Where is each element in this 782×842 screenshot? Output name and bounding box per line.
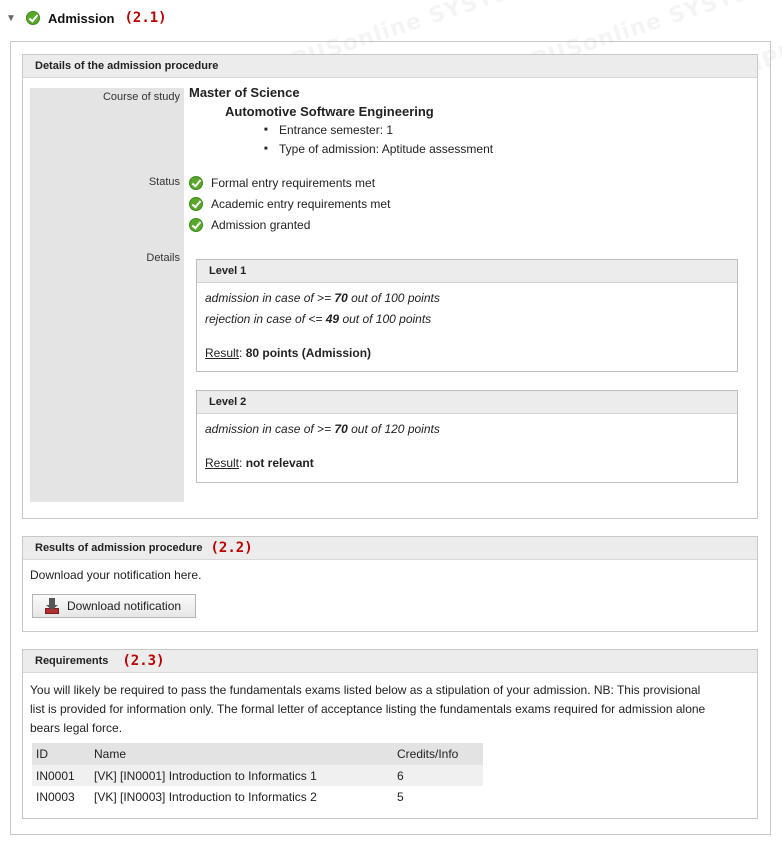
level-result: Result: not relevant — [205, 456, 314, 470]
details-label: Details — [146, 252, 180, 264]
rejection-rule: rejection in case of <= 49 out of 100 points — [205, 312, 432, 326]
results-heading: Results of admission procedure (2.2) — [23, 537, 757, 560]
details-panel — [22, 54, 758, 519]
requirements-heading: Requirements (2.3) — [23, 650, 757, 673]
status-item: Admission granted — [189, 218, 310, 232]
status-item: Academic entry requirements met — [189, 197, 390, 211]
admission-rule: admission in case of >= 70 out of 100 points — [205, 291, 440, 305]
check-circle-icon — [26, 11, 40, 25]
degree-text: Master of Science — [189, 85, 300, 100]
annotation-label: (2.3) — [122, 653, 165, 669]
table-row: IN0003 [VK] [IN0003] Introduction to Informatics 2 5 — [36, 789, 404, 804]
download-notification-button[interactable]: Download notification — [32, 594, 196, 618]
column-header-name: Name — [90, 743, 393, 765]
details-heading: Details of the admission procedure — [23, 55, 757, 78]
course-label: Course of study — [102, 91, 180, 103]
requirements-panel — [22, 649, 758, 819]
admission-rule: admission in case of >= 70 out of 120 points — [205, 422, 440, 436]
column-header-id: ID — [32, 743, 90, 765]
requirements-table — [32, 743, 483, 807]
download-hint: Download your notification here. — [30, 568, 202, 582]
admission-section-header[interactable] — [6, 6, 167, 30]
status-item: Formal entry requirements met — [189, 176, 375, 190]
annotation-label: (2.1) — [124, 10, 167, 26]
check-circle-icon — [189, 218, 203, 232]
requirements-text: You will likely be required to pass the fundamentals exams listed below as a stipulation of your admission. NB: This provisional list is provided for information only. The formal letter of acceptance listing the fundamentals exams required for admission alone bears legal force. — [30, 683, 706, 735]
download-icon — [44, 598, 60, 614]
section-title: Admission — [48, 10, 115, 26]
collapse-triangle-icon[interactable]: ▼ — [6, 12, 16, 24]
level-2-panel — [196, 390, 738, 483]
level-result: Result: 80 points (Admission) — [205, 346, 372, 360]
level-title: Level 2 — [197, 391, 737, 414]
column-header-credits: Credits/Info — [393, 743, 483, 765]
level-title: Level 1 — [197, 260, 737, 283]
results-panel — [22, 536, 758, 632]
annotation-label: (2.2) — [210, 540, 253, 556]
check-circle-icon — [189, 176, 203, 190]
entrance-semester: ■ Entrance semester: 1 — [279, 123, 393, 137]
program-text: Automotive Software Engineering — [225, 104, 434, 119]
admission-type: ■ Type of admission: Aptitude assessment — [279, 142, 493, 156]
check-circle-icon — [189, 197, 203, 211]
label-column — [30, 88, 184, 502]
status-label: Status — [148, 176, 180, 188]
table-row: IN0001 [VK] [IN0001] Introduction to Informatics 1 6 — [32, 765, 483, 786]
level-1-panel — [196, 259, 738, 372]
